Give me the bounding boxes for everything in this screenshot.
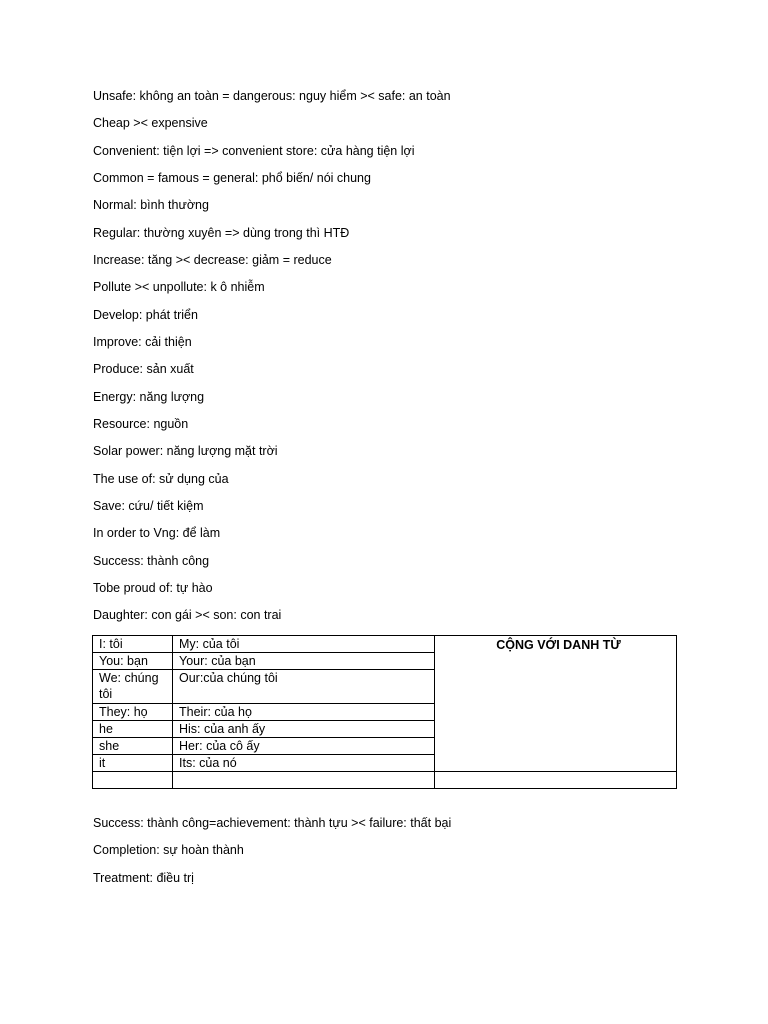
vocab-line: Normal: bình thường [93,198,209,212]
subject-cell: They: họ [93,704,173,721]
table-row [93,636,677,653]
vocab-line: Resource: nguồn [93,417,189,431]
vocab-line: Solar power: năng lượng mặt trời [93,444,278,458]
vocab-line: Unsafe: không an toàn = dangerous: nguy hiểm >< safe: an toàn [93,89,451,103]
pronoun-table [92,635,677,789]
vocab-line: Success: thành công=achievement: thành tựu >< failure: thất bại [93,816,452,830]
possessive-cell: Your: của bạn [173,653,435,670]
vocab-line: Produce: sản xuất [93,362,194,376]
vocab-line: Common = famous = general: phổ biến/ nói chung [93,171,371,185]
subject-cell: I: tôi [93,636,173,653]
possessive-cell: His: của anh ấy [173,721,435,738]
table-row [93,772,677,789]
vocab-line: The use of: sử dụng của [93,472,229,486]
possessive-cell: Their: của họ [173,704,435,721]
vocab-line: Cheap >< expensive [93,116,208,130]
possessive-cell: Her: của cô ấy [173,738,435,755]
vocab-line: Energy: năng lượng [93,390,205,404]
vocab-line: Pollute >< unpollute: k ô nhiễm [93,280,265,294]
subject-cell: You: bạn [93,653,173,670]
vocab-line: Save: cứu/ tiết kiệm [93,499,204,513]
vocab-line: Success: thành công [93,554,210,568]
subject-cell: she [93,738,173,755]
vocab-line: Completion: sự hoàn thành [93,843,244,857]
possessive-cell: Its: của nó [173,755,435,772]
possessive-cell [173,772,435,789]
vocab-line: Tobe proud of: tự hào [93,581,213,595]
vocab-line: Convenient: tiện lợi => convenient store: cửa hàng tiện lợi [93,144,415,158]
subject-cell [93,772,173,789]
vocab-line: Increase: tăng >< decrease: giảm = reduce [93,253,332,267]
vocab-line: Improve: cải thiện [93,335,192,349]
vocab-line: Develop: phát triển [93,308,198,322]
subject-cell: he [93,721,173,738]
possessive-cell: Our:của chúng tôi [173,670,435,704]
vocab-line: Daughter: con gái >< son: con trai [93,608,282,622]
subject-cell: We: chúng tôi [93,670,173,704]
vocab-line: In order to Vng: để làm [93,526,221,540]
vocab-line: Treatment: điều trị [93,871,194,885]
subject-cell: it [93,755,173,772]
vocab-line: Regular: thường xuyên => dùng trong thì HTĐ [93,226,350,240]
possessive-cell: My: của tôi [173,636,435,653]
empty-cell [435,772,677,789]
noun-note-cell: CỘNG VỚI DANH TỪ [435,636,677,772]
